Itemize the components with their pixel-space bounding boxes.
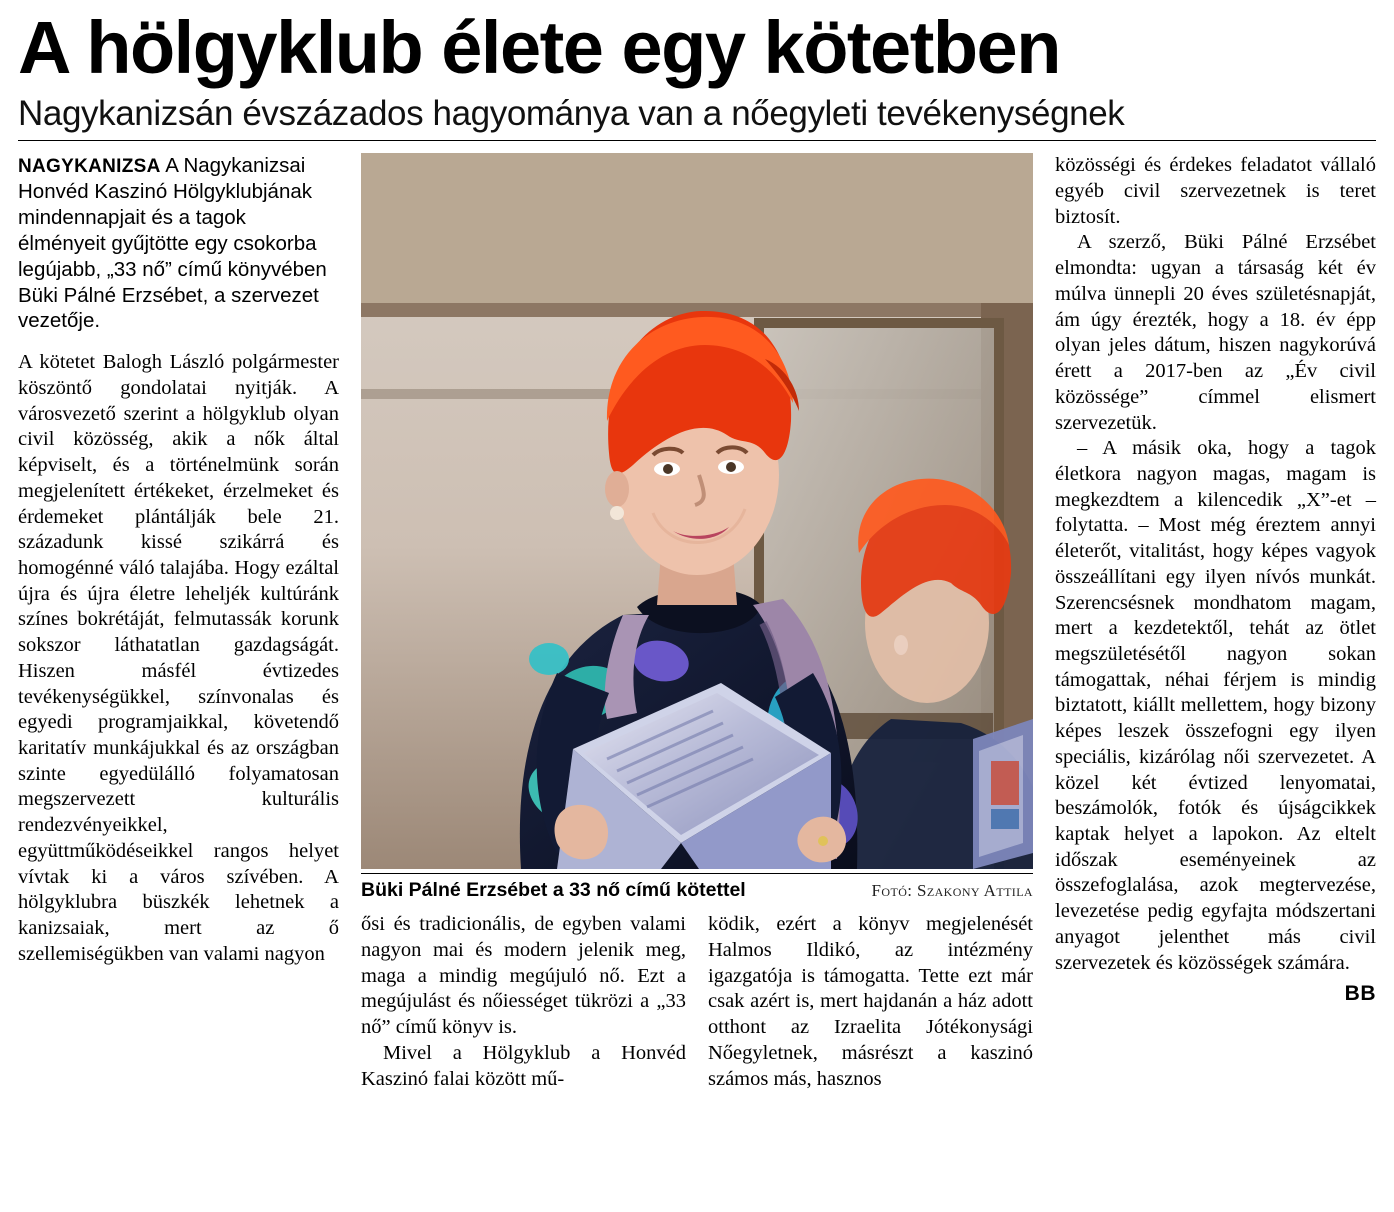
mid-left-paragraph-1: ősi és tradicionális, de egyben valami nagyon mai és modern jelenik meg, maga a mindig megújuló nő. Ezt a megújulást és nőiességet tükrözi a „33 nő” című könyv is.: [361, 913, 686, 1039]
right-paragraph-1: közösségi és érdekes feladatot vállaló egyéb civil szervezetnek is teret biztosít.: [1055, 154, 1376, 228]
page-title: A hölgyklub élete egy kötetben: [18, 6, 1060, 89]
right-paragraph-3: – A másik oka, hogy a tagok életkora nagyon magas, magam is megkezdtem a kilencedik „X”-et – folytatta. – Most még éreztem annyi életerőt, vitalitást, hogy képes vagyok összeállítani egy ilyen nívós munkát. Szerencsésnek mondhatom magam, mert a kezdetektől, tehát az ötlet megszületésétől nagyon sokan támogattak, néhai férjem is mindig biztatott, kiállt mellettem, hogy bizony képes leszek összefogni egy ilyen speciális, kizárólag női szervezetet. A közel két évtized lenyomatai, beszámolók, fotók és újságcikkek kaptak helyet a lapokon. Az eltelt időszak eseményeinek az összefoglalása, azok megtervezése, levezetése pedig egyfajta módszertani anyagot jelenthet más civil szervezetek és közösségek számára.: [1055, 437, 1376, 974]
photo-credit: Fotó: Szakony Attila: [871, 881, 1033, 901]
photo-illustration: [361, 153, 1033, 869]
column-mid-right: [708, 912, 1033, 1092]
middle-text-columns: [361, 912, 1033, 1092]
column-right: [1055, 153, 1376, 1006]
photo-caption: Büki Pálné Erzsébet a 33 nő című kötettel: [361, 879, 746, 902]
column-middle: [361, 153, 1033, 1092]
mid-right-paragraph-1: ködik, ezért a könyv megjelenését Halmos Ildikó, az intézmény igazgatója is támogatta. Tette ezt már csak azért is, mert hajdanán a ház adott otthont az Izraelita Jótékonysági Nőegyletnek, másrészt a kaszinó számos más, hasznos: [708, 913, 1033, 1090]
woman-holding-book-photo: [361, 153, 1033, 869]
lead-text: A Nagykanizsai Honvéd Kaszinó Hölgyklubjának mindennapjait és a tagok élményeit gyűjtötte egy csokorba legújabb, „33 nő” című könyvében Büki Pálné Erzsébet, a szervezet vezetője.: [18, 154, 327, 333]
photo-block: [361, 153, 1033, 902]
subheadline: Nagykanizsán évszázados hagyománya van a nőegyleti tevékenységnek: [18, 93, 1125, 133]
header-divider: [18, 140, 1376, 141]
left-paragraph-1: A kötetet Balogh László polgármester köszöntő gondolatai nyitják. A városvezető szerint a hölgyklub olyan civil közösség, akik a nők által képviselt, és a történelmünk során megjelenített értékeket, érzelmeket és érdemeket plántálják bele 21. századunk kissé szikárrá és homogénné váló talajába. Hogy ezáltal újra és újra életre leheljék kultúránk színes bokrétáját, felmutassák korunk sokszor láthatatlan gazdagságát. Hiszen másfél évtizedes tevékenységükkel, színvonalas és egyedi programjaikkal, követendő karitatív munkájukkal és az országban szinte egyedülálló folyamatosan megszervezett kulturális rendezvényeikkel, együttműködéseikkel rangos helyet vívtak ki a város szívében. A hölgyklubra büszkék lehetnek a kanizsaiak, mert az ő szellemiségükben van valami nagyon: [18, 351, 339, 965]
dateline: NAGYKANIZSA: [18, 156, 161, 178]
article-columns: [18, 153, 1376, 1092]
byline: BB: [1344, 982, 1376, 1006]
photo-caption-row: [361, 873, 1033, 902]
right-paragraph-2: A szerző, Büki Pálné Erzsébet elmondta: ugyan a társaság két év múlva ünnepli 20 éves születésnapját, ám úgy érezték, hogy a 18. év épp olyan jeles dátum, hiszen nagykorúvá érett a 2017-ben az „Év civil közössége” címmel elismert szervezetük.: [1055, 231, 1376, 434]
lead-paragraph: [18, 153, 339, 334]
column-left: [18, 153, 339, 967]
column-mid-left: [361, 912, 686, 1092]
newspaper-page: [0, 6, 1394, 1212]
mid-left-paragraph-2: Mivel a Hölgyklub a Honvéd Kaszinó falai között mű-: [361, 1041, 686, 1090]
